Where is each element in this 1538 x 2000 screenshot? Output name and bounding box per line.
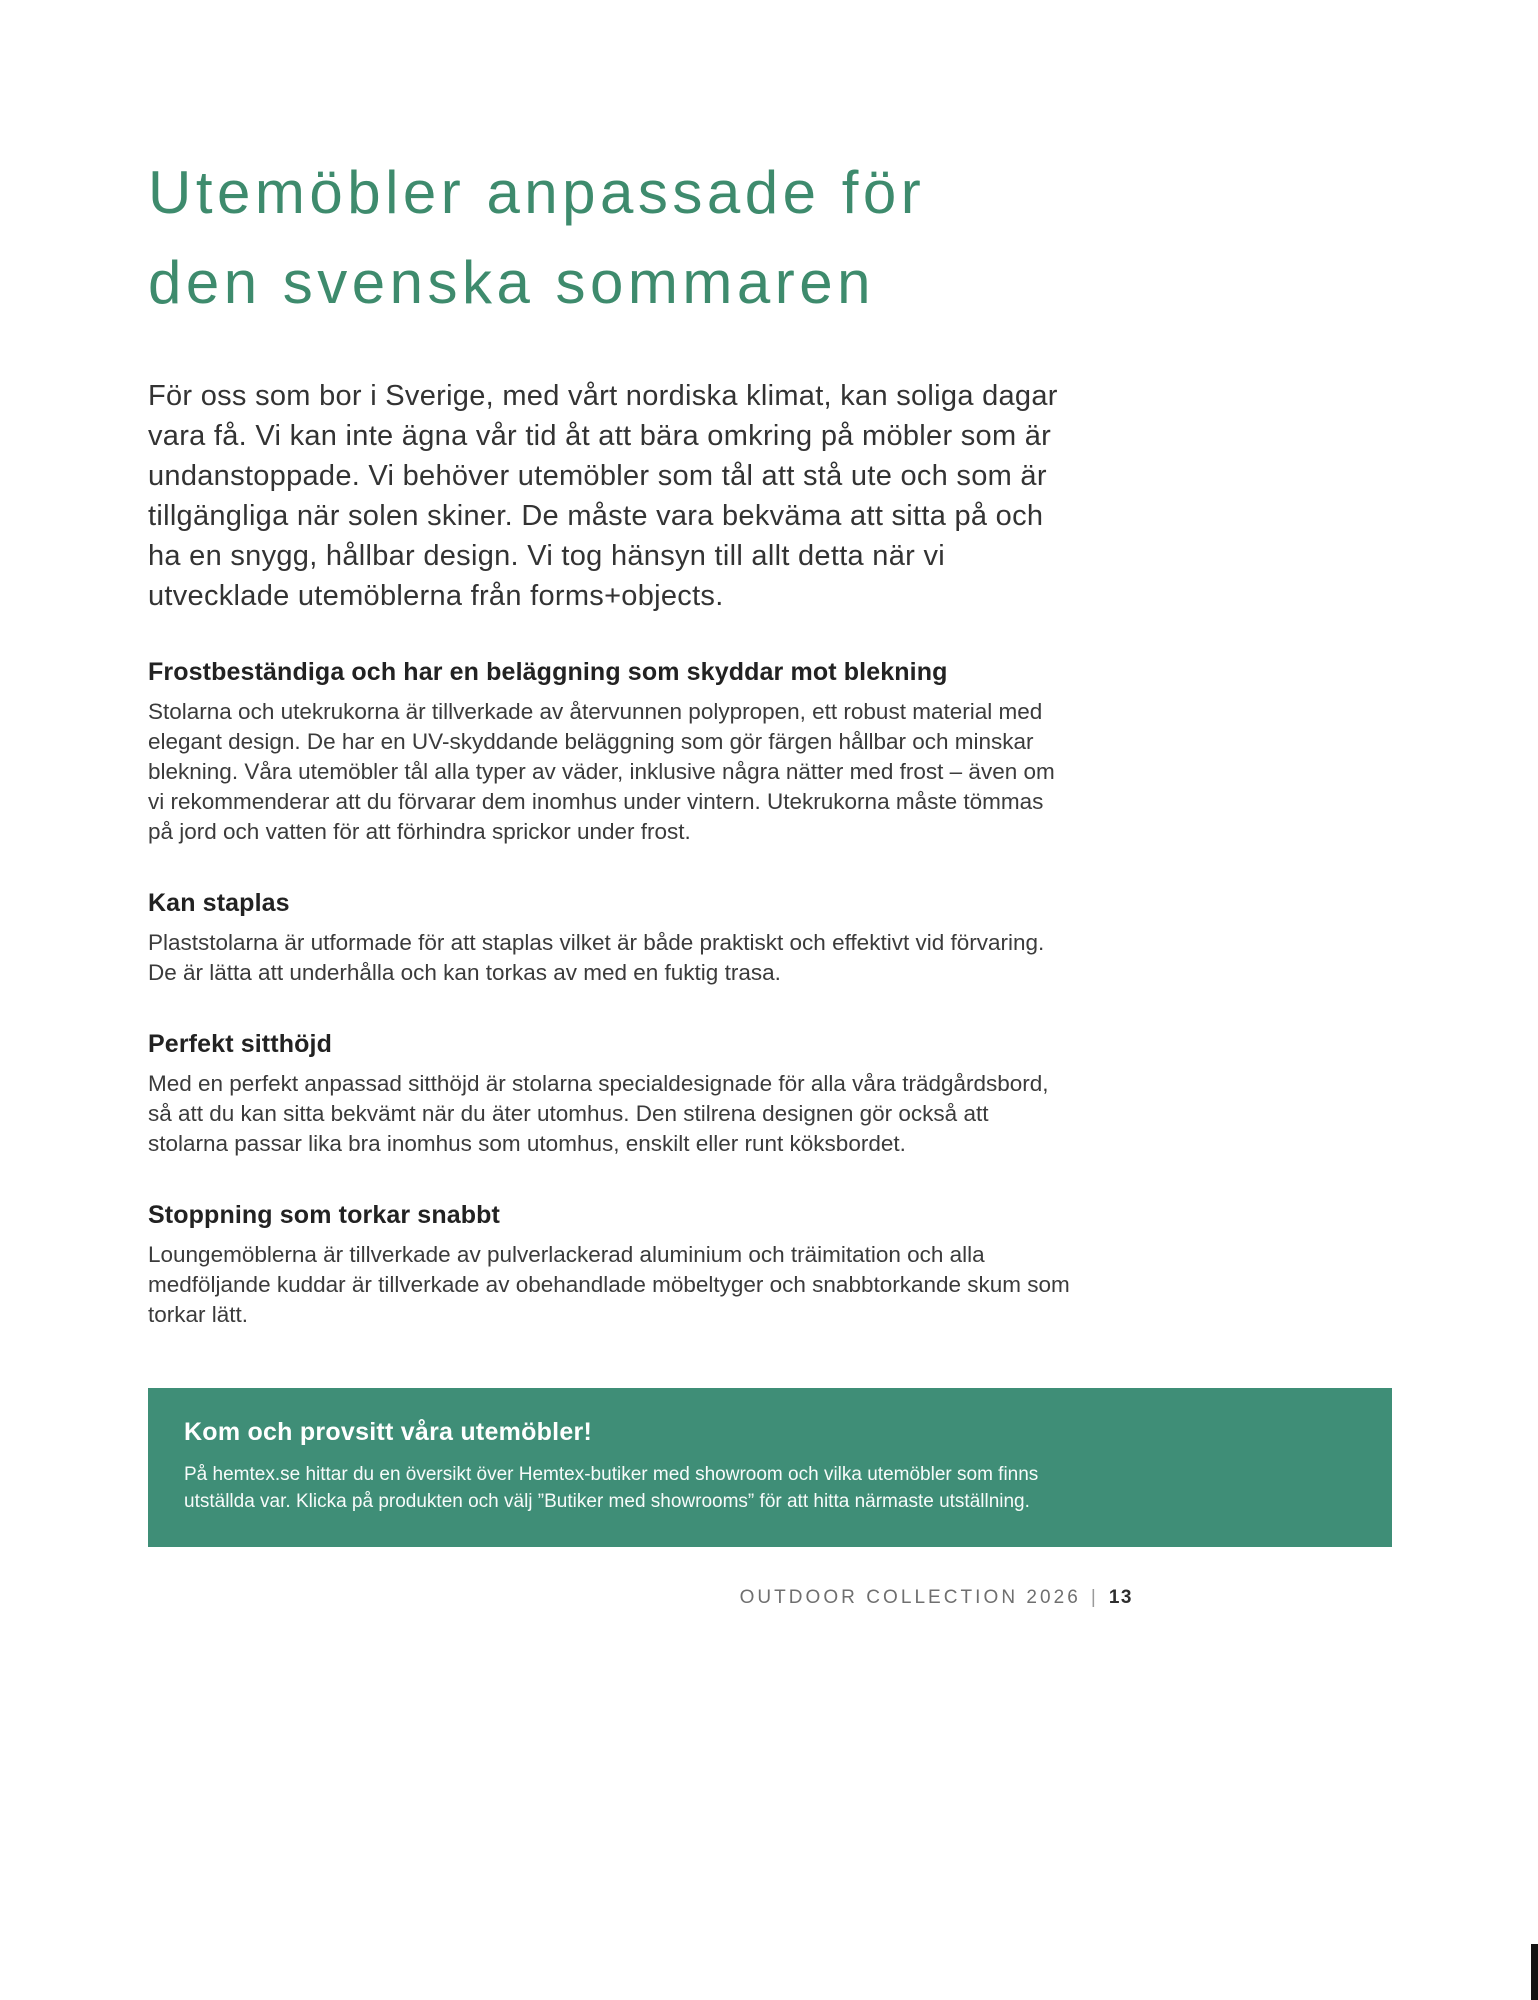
- intro-paragraph: För oss som bor i Sverige, med vårt nordiska klimat, kan soliga dagar vara få. Vi kan inte ägna vår tid åt att bära omkring på möbler som är undanstoppade. Vi behöver utemöbler som tål att stå ute och som är tillgängliga när solen skiner. De måste vara bekväma att sitta på och ha en snygg, hållbar design. Vi tog hänsyn till allt detta när vi utvecklade utemöblerna från forms+objects.: [148, 380, 1058, 612]
- footer-separator: |: [1090, 1587, 1099, 1608]
- page-title-line-2: den svenska sommaren: [148, 249, 875, 316]
- section-body: Med en perfekt anpassad sitthöjd är stolarna specialdesignade för alla våra trädgårdsbord, så att du kan sitta bekvämt när du äter utomhus. Den stilrena designen gör också att stolarna passar lika bra inomhus som utomhus, enskilt eller runt köksbordet.: [148, 1071, 1049, 1156]
- footer-page-number: 13: [1108, 1587, 1133, 1608]
- section-seat-height: [148, 1030, 1073, 1159]
- section-heading: Perfekt sitthöjd: [148, 1030, 332, 1058]
- page-title-line-1: Utemöbler anpassade för: [148, 159, 926, 226]
- callout-title: Kom och provsitt våra utemöbler!: [184, 1418, 593, 1446]
- footer-collection-label: OUTDOOR COLLECTION 2026: [739, 1587, 1081, 1608]
- page-title: [148, 0, 1392, 328]
- callout-body: På hemtex.se hittar du en översikt över Hemtex-butiker med showroom och vilka utemöbler som finns utställda var. Klicka på produkten och välj ”Butiker med showrooms” för att hitta närmaste utställning.: [184, 1464, 1039, 1512]
- page-footer: [148, 1587, 1133, 1609]
- section-frost-resistant: [148, 658, 1073, 847]
- showroom-callout-box: [148, 1388, 1392, 1547]
- section-heading: Kan staplas: [148, 889, 290, 917]
- section-stackable: [148, 889, 1073, 988]
- page-edge-mark: [1531, 1944, 1538, 2000]
- section-heading: Frostbeständiga och har en beläggning som skyddar mot blekning: [148, 658, 948, 686]
- content-column: [148, 0, 1392, 1609]
- section-heading: Stoppning som torkar snabbt: [148, 1201, 500, 1229]
- section-quick-dry-padding: [148, 1201, 1073, 1330]
- section-body: Plaststolarna är utformade för att staplas vilket är både praktiskt och effektivt vid förvaring. De är lätta att underhålla och kan torkas av med en fuktig trasa.: [148, 930, 1045, 985]
- section-body: Stolarna och utekrukorna är tillverkade av återvunnen polypropen, ett robust material med elegant design. De har en UV-skyddande beläggning som gör färgen hållbar och minskar blekning. Våra utemöbler tål alla typer av väder, inklusive några nätter med frost – även om vi rekommenderar att du förvarar dem inomhus under vintern. Utekrukorna måste tömmas på jord och vatten för att förhindra sprickor under frost.: [148, 699, 1055, 844]
- section-body: Loungemöblerna är tillverkade av pulverlackerad aluminium och träimitation och alla medföljande kuddar är tillverkade av obehandlade möbeltyger och snabbtorkande skum som torkar lätt.: [148, 1242, 1070, 1327]
